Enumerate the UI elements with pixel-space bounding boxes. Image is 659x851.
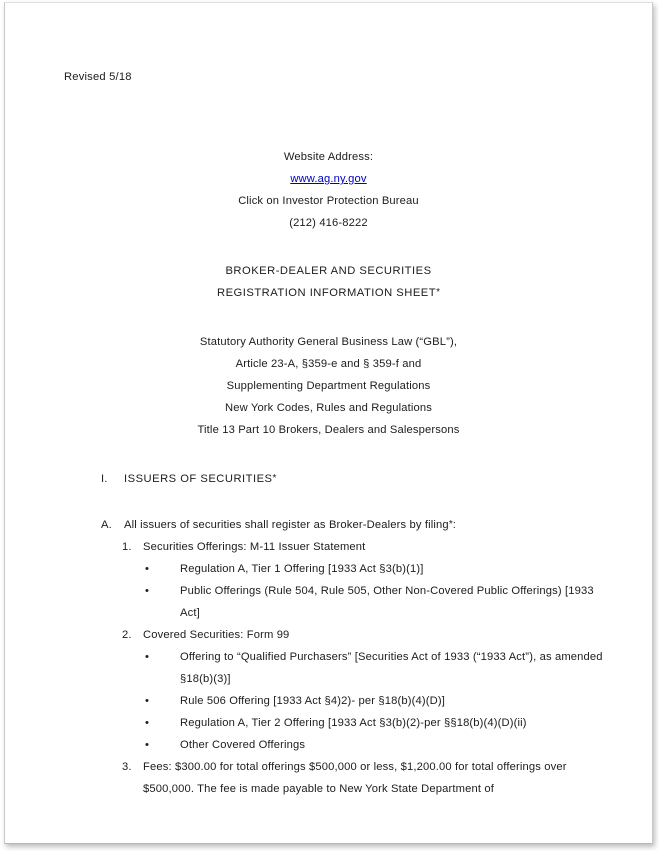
outline-item-a-footnote-marker: * (448, 519, 453, 531)
list-item (145, 580, 652, 624)
authority-line-1: Statutory Authority General Business Law (“GBL”), (199, 336, 458, 348)
section-heading-i-label: ISSUERS OF SECURITIES (124, 473, 273, 485)
list-item (145, 558, 652, 580)
bullet-icon: • (145, 717, 150, 730)
outline-item-3 (122, 756, 652, 800)
outline-item-a-text (124, 514, 652, 536)
website-address-label: Website Address: (283, 151, 374, 163)
list-item (145, 646, 652, 690)
list-item-text: Regulation A, Tier 2 Offering [1933 Act §3(b)(2)-per §§18(b)(4)(D)(ii) (180, 717, 527, 730)
section-marker-i: I. (101, 473, 108, 485)
document-title-line-2 (5, 282, 652, 304)
document-title-line-2-text: REGISTRATION INFORMATION SHEET (217, 287, 437, 299)
list-item-text: Public Offerings (Rule 504, Rule 505, Other Non-Covered Public Offerings) [1933 Act] (180, 585, 594, 620)
revision-stamp: Revised 5/18 (64, 71, 132, 83)
website-url-line (5, 168, 652, 190)
section-heading-i-text (124, 468, 652, 490)
outline-marker-2: 2. (122, 629, 132, 642)
outline-marker-a: A. (101, 519, 112, 532)
bullet-icon: • (145, 585, 150, 598)
document-title (5, 260, 652, 304)
document-title-line-1: BROKER-DEALER AND SECURITIES (225, 265, 432, 277)
section-heading-footnote-marker: * (272, 473, 277, 485)
outline-body (5, 468, 652, 800)
contact-block (5, 146, 652, 234)
list-item (145, 734, 652, 756)
outline-item-1-text: Securities Offerings: M-11 Issuer Statement (143, 541, 366, 554)
section-heading-i (101, 468, 652, 490)
outline-item-3-text: Fees: $300.00 for total offerings $500,000 or less, $1,200.00 for total offerings over $500,000. The fee is made payable to New York State Department of (143, 761, 567, 796)
outline-item-a (101, 514, 652, 536)
statutory-authority-block (5, 331, 652, 441)
list-item (145, 712, 652, 734)
bullet-icon: • (145, 695, 150, 708)
outline-item-1 (122, 536, 652, 558)
bullet-icon: • (145, 651, 150, 664)
bullet-icon: • (145, 739, 150, 752)
page-content (5, 3, 652, 843)
outline-item-a-label: All issuers of securities shall register as Broker-Dealers by filing (124, 519, 449, 532)
outline-item-a-tail: : (452, 519, 456, 532)
list-item-text: Offering to “Qualified Purchasers” [Securities Act of 1933 (“1933 Act”), as amended §18(b)(3)] (180, 651, 603, 686)
outline-item-2 (122, 624, 652, 646)
authority-line-4: New York Codes, Rules and Regulations (224, 402, 433, 414)
title-footnote-marker: * (436, 287, 440, 299)
outline-marker-3: 3. (122, 761, 132, 774)
list-item (145, 690, 652, 712)
document-page (4, 2, 653, 844)
website-instruction: Click on Investor Protection Bureau (238, 195, 419, 207)
bullet-icon: • (145, 563, 150, 576)
outline-marker-1: 1. (122, 541, 132, 554)
website-url-link[interactable]: www.ag.ny.gov (290, 173, 367, 185)
authority-line-2: Article 23-A, §359-e and § 359-f and (235, 358, 422, 370)
list-item-text: Other Covered Offerings (180, 739, 306, 752)
outline-item-2-text: Covered Securities: Form 99 (143, 629, 290, 642)
phone-number: (212) 416-8222 (289, 217, 368, 229)
list-item-text: Regulation A, Tier 1 Offering [1933 Act §3(b)(1)] (180, 563, 424, 576)
list-item-text: Rule 506 Offering [1933 Act §4)2)- per §18(b)(4)(D)] (180, 695, 446, 708)
authority-line-5: Title 13 Part 10 Brokers, Dealers and Salespersons (197, 424, 460, 436)
authority-line-3: Supplementing Department Regulations (226, 380, 431, 392)
